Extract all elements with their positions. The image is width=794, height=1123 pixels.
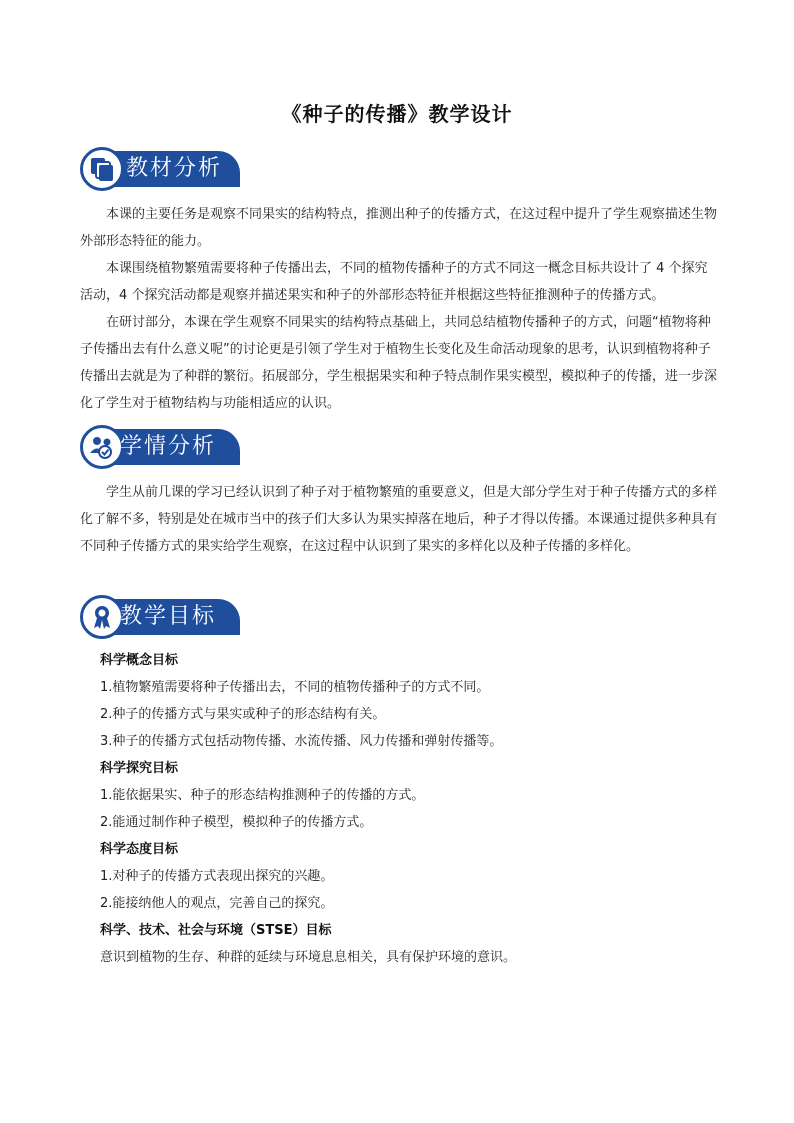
document-title: 《种子的传播》教学设计 [281,102,513,126]
award-ribbon-icon [80,595,124,639]
section-banner-material [80,147,240,191]
goal-heading-stse: 科学、技术、社会与环境（STSE）目标 [100,923,332,938]
goal-heading-attitude: 科学态度目标 [100,842,179,857]
paragraph: 在研讨部分，本课在学生观察不同果实的结构特点基础上，共同总结植物传播种子的方式，问题“植物将种子传播出去有什么意义呢”的讨论更是引领了学生对于植物生长变化及生命活动现象的思考，认识到植物将种子传播出去就是为了种群的繁衍。拓展部分，学生根据果实和种子特点制作果实模型，模拟种子的传播，进一步深化了学生对于植物结构与功能相适应的认识。 [80,315,718,411]
goal-item: 1.植物繁殖需要将种子传播出去，不同的植物传播种子的方式不同。 [100,680,490,695]
goal-item: 1.能依据果实、种子的形态结构推测种子的传播的方式。 [100,788,425,803]
section-heading: 教材分析 [126,156,223,181]
section-heading: 学情分析 [120,434,217,459]
goal-item: 1.对种子的传播方式表现出探究的兴趣。 [100,869,334,884]
goal-item: 2.种子的传播方式与果实或种子的形态结构有关。 [100,707,386,722]
section-banner-goals [80,595,240,639]
goal-item: 2.能接纳他人的观点，完善自己的探究。 [100,896,334,911]
section-banner-students [80,425,240,469]
section-heading: 教学目标 [120,604,217,629]
goal-item: 3.种子的传播方式包括动物传播、水流传播、风力传播和弹射传播等。 [100,734,503,749]
goal-item: 2.能通过制作种子模型，模拟种子的传播方式。 [100,815,373,830]
paragraph: 本课的主要任务是观察不同果实的结构特点，推测出种子的传播方式，在这过程中提升了学生观察描述生物外部形态特征的能力。 [80,207,718,249]
paragraph: 学生从前几课的学习已经认识到了种子对于植物繁殖的重要意义，但是大部分学生对于种子传播方式的多样化了解不多，特别是处在城市当中的孩子们大多认为果实掉落在地后，种子才得以传播。本课通过提供多种具有不同种子传播方式的果实给学生观察，在这过程中认识到了果实的多样化以及种子传播的多样化。 [80,485,718,554]
paragraph: 本课围绕植物繁殖需要将种子传播出去，不同的植物传播种子的方式不同这一概念目标共设计了 4 个探究活动，4 个探究活动都是观察并描述果实和种子的外部形态特征并根据这些特征推测种子的传播方式。 [80,261,708,303]
goal-heading-inquiry: 科学探究目标 [100,761,179,776]
students-icon [80,425,124,469]
goal-heading-concept: 科学概念目标 [100,653,179,668]
pages-icon [80,147,124,191]
goal-item: 意识到植物的生存、种群的延续与环境息息相关，具有保护环境的意识。 [100,950,517,965]
